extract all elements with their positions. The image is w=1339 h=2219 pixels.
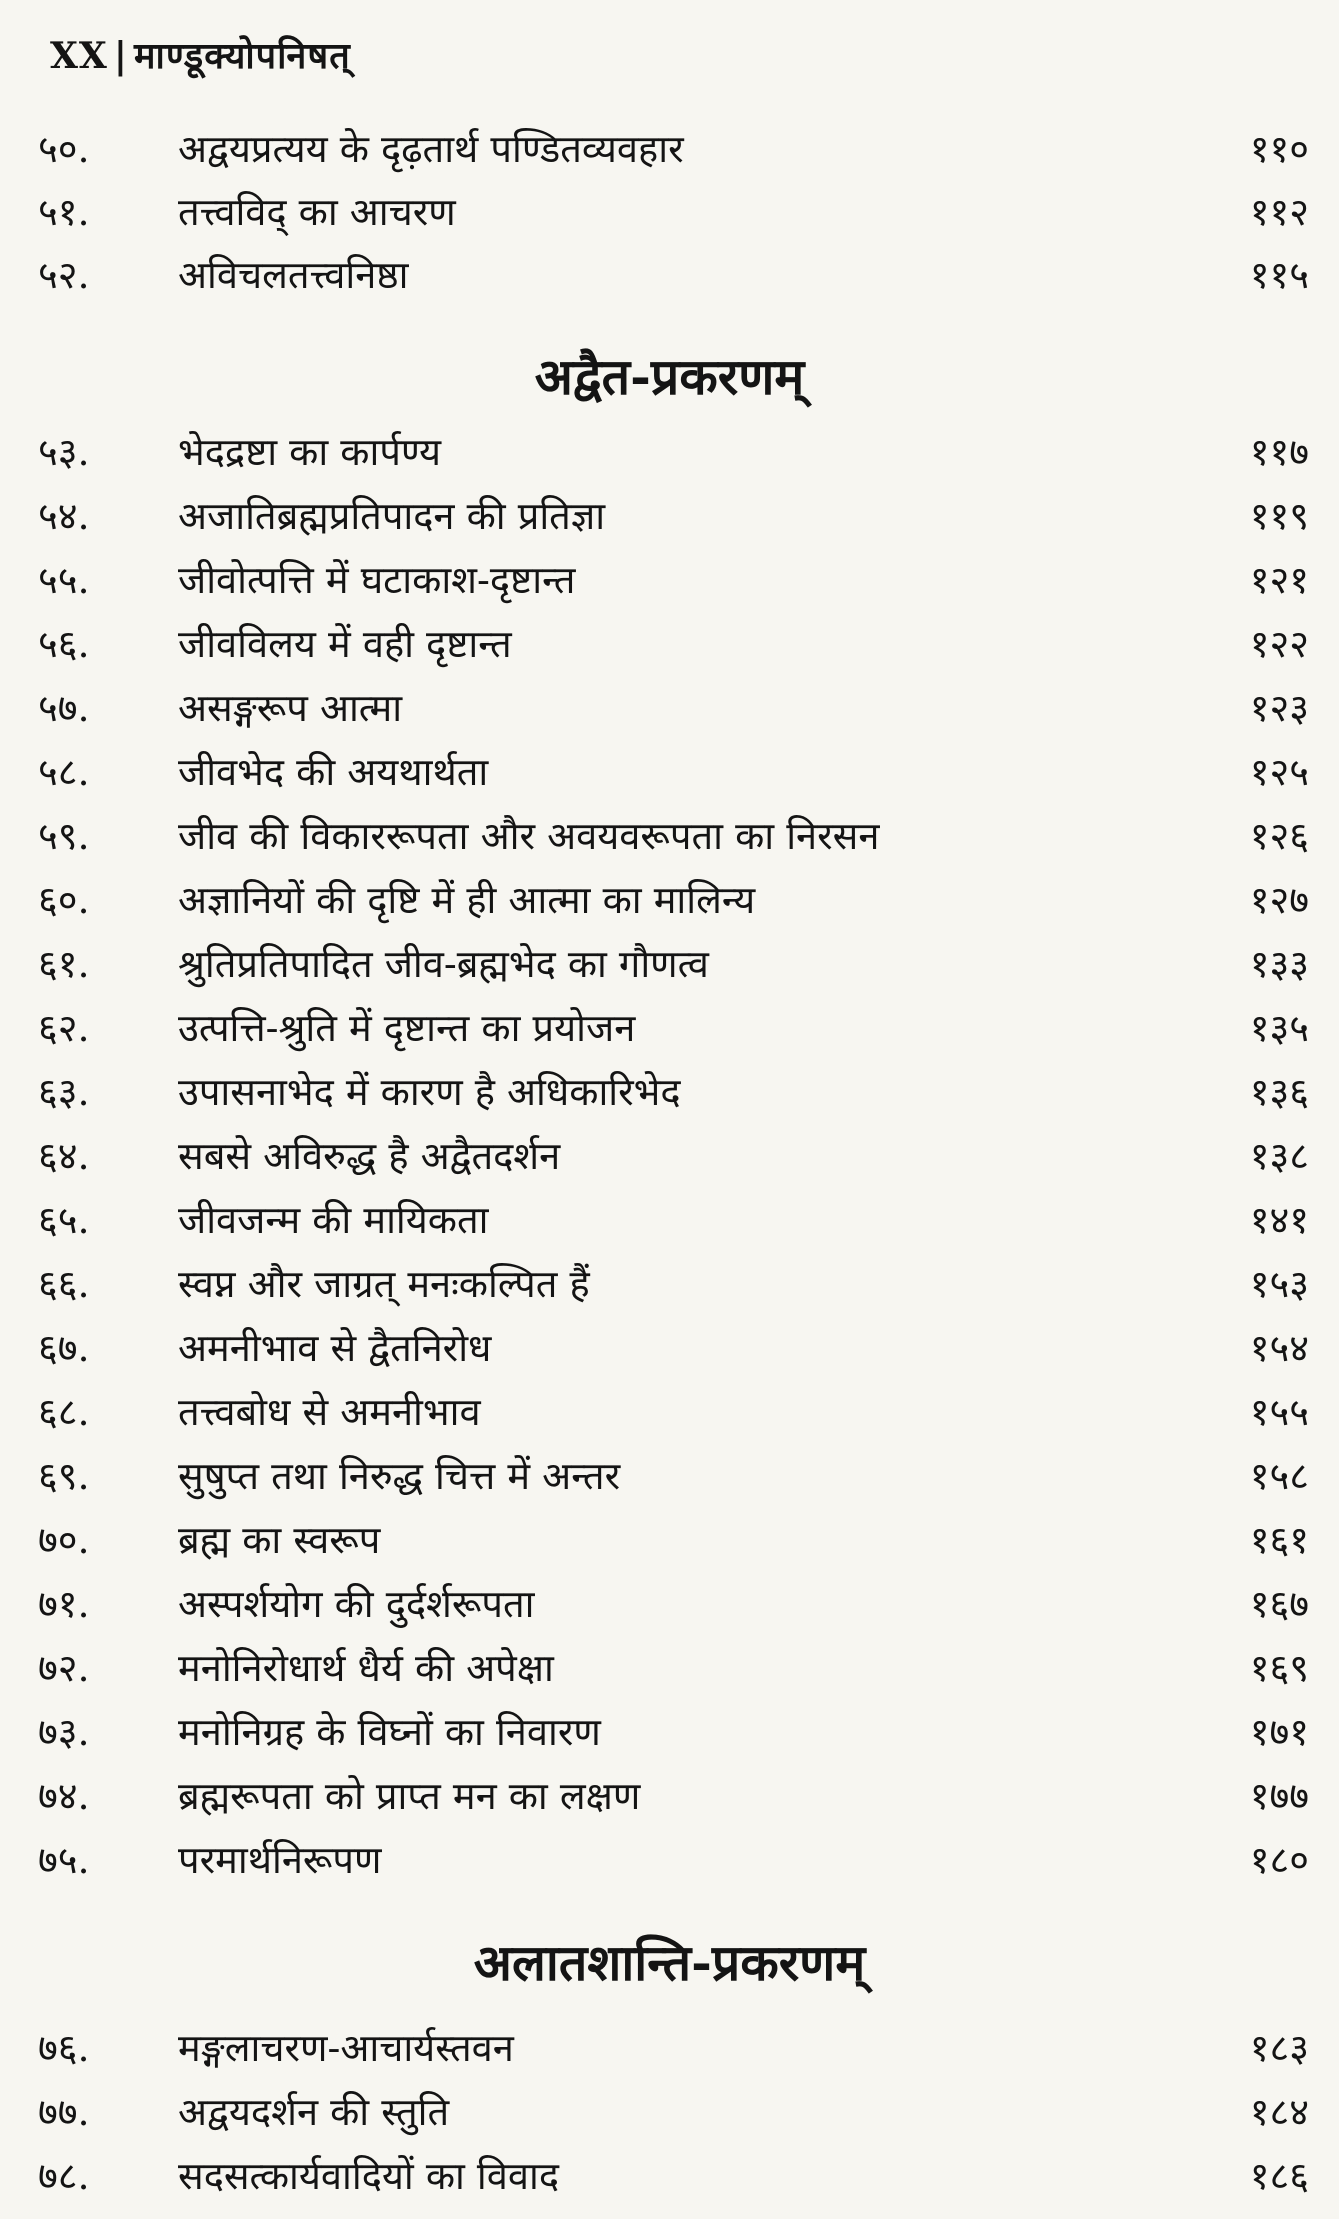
toc-row — [0, 1446, 1339, 1506]
entry-number: ६७. — [38, 1326, 90, 1370]
entry-number: ७२. — [38, 1646, 90, 1690]
entry-page: १६१ — [1249, 1518, 1309, 1562]
entry-number: ७५. — [38, 1838, 90, 1882]
entry-page: १२७ — [1249, 878, 1309, 922]
entry-number: ५८. — [38, 750, 90, 794]
entry-number: ५५. — [38, 558, 90, 602]
entry-title: तत्त्वविद् का आचरण — [178, 190, 456, 234]
toc-row — [0, 2146, 1339, 2206]
toc-row — [0, 1062, 1339, 1122]
toc-row — [0, 806, 1339, 866]
entry-title: ब्रह्म का स्वरूप — [178, 1518, 381, 1562]
toc-row — [0, 934, 1339, 994]
entry-number: ६९. — [38, 1454, 90, 1498]
entry-page: ११७ — [1249, 430, 1309, 474]
entry-page: १२३ — [1249, 686, 1309, 730]
entry-page: १७१ — [1249, 1710, 1309, 1754]
entry-page: १५३ — [1249, 1262, 1309, 1306]
entry-number: ७०. — [38, 1518, 90, 1562]
toc-row — [0, 119, 1339, 179]
entry-page: १३६ — [1249, 1070, 1309, 1114]
entry-number: ५९. — [38, 814, 90, 858]
entry-page: १८३ — [1249, 2026, 1309, 2070]
book-title: माण्डूक्योपनिषत् — [133, 35, 351, 77]
toc-row — [0, 742, 1339, 802]
entry-number: ५६. — [38, 622, 90, 666]
entry-page: ११० — [1249, 127, 1309, 171]
entry-page: १२६ — [1249, 814, 1309, 858]
toc-row — [0, 1254, 1339, 1314]
entry-number: ५०. — [38, 127, 90, 171]
entry-title: अस्पर्शयोग की दुर्दर्शरूपता — [178, 1582, 535, 1626]
entry-title: जीव की विकाररूपता और अवयवरूपता का निरसन — [178, 814, 880, 858]
entry-number: ६८. — [38, 1390, 90, 1434]
entry-title: तत्त्वबोध से अमनीभाव — [178, 1390, 481, 1434]
entry-title: जीवोत्पत्ति में घटाकाश-दृष्टान्त — [178, 558, 576, 602]
entry-title: स्वप्न और जाग्रत् मनःकल्पित हैं — [178, 1262, 590, 1306]
entry-number: ६३. — [38, 1070, 90, 1114]
toc-row — [0, 614, 1339, 674]
toc-row — [0, 1574, 1339, 1634]
entry-title: जीवभेद की अयथार्थता — [178, 750, 489, 794]
entry-number: ५४. — [38, 494, 90, 538]
entry-number: ७८. — [38, 2154, 90, 2198]
toc-row — [0, 870, 1339, 930]
entry-page: १४१ — [1249, 1198, 1309, 1242]
entry-page: १८६ — [1249, 2154, 1309, 2198]
toc-row — [0, 1382, 1339, 1442]
entry-page: १८४ — [1249, 2090, 1309, 2134]
entry-number: ६१. — [38, 942, 90, 986]
entry-page: १३८ — [1249, 1134, 1309, 1178]
entry-title: सुषुप्त तथा निरुद्ध चित्त में अन्तर — [178, 1454, 621, 1498]
entry-number: ७७. — [38, 2090, 90, 2134]
entry-page: १५८ — [1249, 1454, 1309, 1498]
entry-page: १८० — [1249, 1838, 1309, 1882]
entry-page: ११२ — [1249, 190, 1309, 234]
entry-page: ११९ — [1249, 494, 1309, 538]
toc-row — [0, 1510, 1339, 1570]
entry-number: ६२. — [38, 1006, 90, 1050]
toc-row — [0, 998, 1339, 1058]
entry-page: १३३ — [1249, 942, 1309, 986]
section-heading: अलातशान्ति-प्रकरणम् — [473, 1933, 866, 1992]
entry-number: ७३. — [38, 1710, 90, 1754]
entry-title: सबसे अविरुद्ध है अद्वैतदर्शन — [178, 1134, 561, 1178]
toc-row — [0, 486, 1339, 546]
toc-row — [0, 422, 1339, 482]
entry-number: ६४. — [38, 1134, 90, 1178]
entry-number: ७६. — [38, 2026, 90, 2070]
entry-title: परमार्थनिरूपण — [178, 1838, 382, 1882]
entry-number: ६५. — [38, 1198, 90, 1242]
toc-row — [0, 1766, 1339, 1826]
entry-page: १२२ — [1249, 622, 1309, 666]
toc-row — [0, 245, 1339, 305]
entry-title: अद्वयदर्शन की स्तुति — [178, 2090, 450, 2134]
running-head — [50, 30, 351, 79]
entry-title: अविचलतत्त्वनिष्ठा — [178, 253, 409, 297]
toc-row — [0, 2018, 1339, 2078]
entry-number: ६६. — [38, 1262, 90, 1306]
entry-page: १५५ — [1249, 1390, 1309, 1434]
entry-page: १५४ — [1249, 1326, 1309, 1370]
toc-row — [0, 2082, 1339, 2142]
entry-title: मङ्गलाचरण-आचार्यस्तवन — [178, 2026, 514, 2070]
page-number-roman: XX — [50, 35, 108, 77]
entry-number: ७१. — [38, 1582, 90, 1626]
section-heading: अद्वैत-प्रकरणम् — [534, 347, 805, 406]
entry-title: जीवविलय में वही दृष्टान्त — [178, 622, 512, 666]
entry-page: १२५ — [1249, 750, 1309, 794]
entry-page: १३५ — [1249, 1006, 1309, 1050]
entry-title: सदसत्कार्यवादियों का विवाद — [178, 2154, 560, 2198]
entry-title: अमनीभाव से द्वैतनिरोध — [178, 1326, 492, 1370]
separator: | — [113, 35, 128, 77]
entry-number: ५२. — [38, 253, 90, 297]
entry-number: ६०. — [38, 878, 90, 922]
toc-row — [0, 1638, 1339, 1698]
toc-row — [0, 550, 1339, 610]
entry-title: अज्ञानियों की दृष्टि में ही आत्मा का मालिन्य — [178, 878, 756, 922]
toc-row — [0, 1126, 1339, 1186]
entry-title: अद्वयप्रत्यय के दृढ़तार्थ पण्डितव्यवहार — [178, 127, 684, 171]
entry-title: असङ्गरूप आत्मा — [178, 686, 403, 730]
entry-title: जीवजन्म की मायिकता — [178, 1198, 489, 1242]
entry-page: १६७ — [1249, 1582, 1309, 1626]
entry-title: ब्रह्मरूपता को प्राप्त मन का लक्षण — [178, 1774, 641, 1818]
toc-row — [0, 1830, 1339, 1890]
entry-number: ५३. — [38, 430, 90, 474]
entry-page: १२१ — [1249, 558, 1309, 602]
entry-number: ५१. — [38, 190, 90, 234]
entry-page: १७७ — [1249, 1774, 1309, 1818]
entry-number: ७४. — [38, 1774, 90, 1818]
toc-row — [0, 678, 1339, 738]
toc-row — [0, 1318, 1339, 1378]
entry-title: श्रुतिप्रतिपादित जीव-ब्रह्मभेद का गौणत्व — [178, 942, 709, 986]
toc-row — [0, 182, 1339, 242]
entry-title: उत्पत्ति-श्रुति में दृष्टान्त का प्रयोजन — [178, 1006, 636, 1050]
entry-title: भेदद्रष्टा का कार्पण्य — [178, 430, 441, 474]
toc-row — [0, 1190, 1339, 1250]
entry-title: मनोनिग्रह के विघ्नों का निवारण — [178, 1710, 601, 1754]
entry-title: मनोनिरोधार्थ धैर्य की अपेक्षा — [178, 1646, 554, 1690]
entry-page: १६९ — [1249, 1646, 1309, 1690]
entry-number: ५७. — [38, 686, 90, 730]
entry-title: अजातिब्रह्मप्रतिपादन की प्रतिज्ञा — [178, 494, 606, 538]
toc-row — [0, 1702, 1339, 1762]
entry-page: ११५ — [1249, 253, 1309, 297]
entry-title: उपासनाभेद में कारण है अधिकारिभेद — [178, 1070, 681, 1114]
